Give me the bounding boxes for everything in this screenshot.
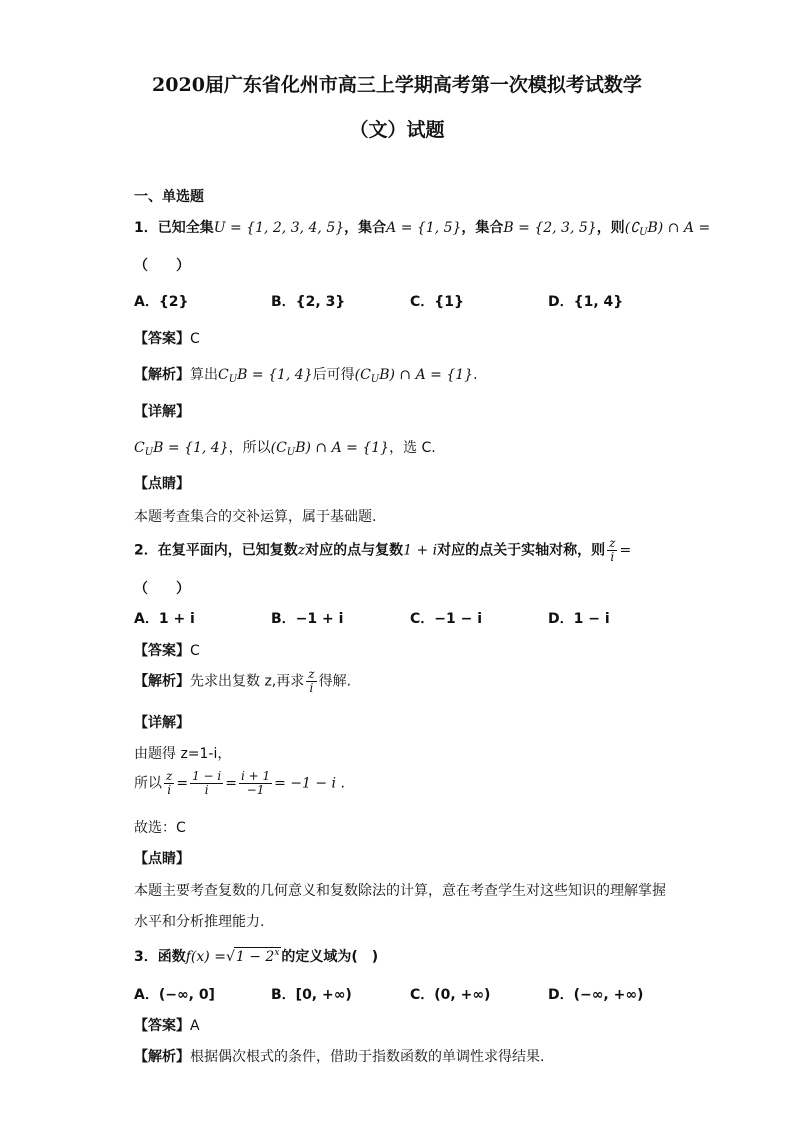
option-c: C．(0, +∞) — [410, 987, 491, 1003]
math-set-u: U = {1, 2, 3, 4, 5} — [213, 220, 345, 236]
document-title-line-1: 2020届广东省化州市高三上学期高考第一次模拟考试数学 — [152, 74, 642, 96]
detail-line-1: 由题得 z=1-i， — [134, 746, 232, 762]
question-3-stem: 3．函数$f(x) =√1 - 2^x$ 的定义域为( ) — [134, 948, 379, 965]
analysis-line: 【解析】根据偶次根式的条件，借助于指数函数的单调性求得结果. — [134, 1049, 545, 1065]
answer-line — [134, 328, 200, 348]
detail-tag: 【详解】 — [134, 404, 190, 420]
detail-line-2: 所以 $\frac{z}{i}$ = $\frac{1 - i}{i}$ = $\frac{i + 1}{-1}$ = −1 − i . — [134, 769, 345, 797]
analysis-line: 【解析】算出$C_UB = \{1$, 4}后可得$(C_UB)$ ∩ A = {1}. — [134, 367, 478, 385]
analysis-line: 【解析】先求出复数 z,再求 $\frac{z}{i}$ 得解. — [134, 667, 352, 695]
analysis-tag: 【解析】 — [134, 367, 190, 383]
option-b: B．−1 + i — [271, 611, 344, 627]
comment-line-2: 水平和分析推理能力. — [134, 914, 265, 930]
option-b: B．{2, 3} — [271, 294, 346, 310]
answer-tag: 【答案】 — [134, 331, 190, 347]
detail-choice: 故选：C — [134, 820, 186, 836]
math-set-a: A = {1, 5} — [386, 220, 462, 236]
option-d: D．{1, 4} — [548, 294, 624, 310]
sqrt-body: $1 - 2^x$ — [235, 948, 280, 965]
document-title-line-2: （文）试题 — [349, 119, 445, 141]
option-a: A．(−∞, 0] — [134, 987, 215, 1003]
math-set-b: B = {2, 3, 5} — [503, 220, 597, 236]
option-b: B．[0, +∞) — [271, 987, 352, 1003]
option-c: C．{1} — [410, 294, 464, 310]
option-a: A．{2} — [134, 294, 189, 310]
fraction: $\frac{z}{i}$ — [609, 536, 616, 564]
detail-tag: 【详解】 — [134, 715, 190, 731]
option-c: C．−1 − i — [410, 611, 483, 627]
comment-text: 本题考查集合的交补运算，属于基础题. — [134, 509, 377, 525]
question-2-stem: 2．在复平面内，已知复数z对应的点与复数1 + i对应的点关于实轴对称，则 $\frac{z}{i}$ = — [134, 536, 632, 564]
answer-line: 【答案】A — [134, 1018, 200, 1034]
answer-line: 【答案】C — [134, 643, 200, 659]
detail-line: $C_UB = \{1$, 4}，所以$(C_UB)$ ∩ A = {1}，选 C. — [134, 440, 436, 458]
answer-parentheses: （ ） — [134, 258, 190, 274]
question-1-stem: 1．已知全集U = {1, 2, 3, 4, 5}，集合A = {1, 5}，集合B = {2, 3, 5}，则$(∁_UB)$ ∩ A = — [134, 220, 711, 238]
option-d: D．(−∞, +∞) — [548, 987, 644, 1003]
answer-value: C — [190, 331, 200, 347]
option-a: A．1 + i — [134, 611, 195, 627]
question-number: 2． — [134, 542, 158, 559]
comment-tag: 【点睛】 — [134, 476, 190, 492]
option-d: D．1 − i — [548, 611, 610, 627]
sqrt-sign: √ — [225, 949, 235, 965]
answer-parentheses: （ ） — [134, 581, 190, 597]
comment-line-1: 本题主要考查复数的几何意义和复数除法的计算，意在考查学生对这些知识的理解掌握 — [134, 883, 666, 899]
section-heading: 一、单选题 — [134, 189, 204, 205]
question-number: 1． — [134, 220, 158, 236]
comment-tag: 【点睛】 — [134, 851, 190, 867]
math-expression: $(∁_UB)$ ∩ A = — [624, 220, 711, 238]
